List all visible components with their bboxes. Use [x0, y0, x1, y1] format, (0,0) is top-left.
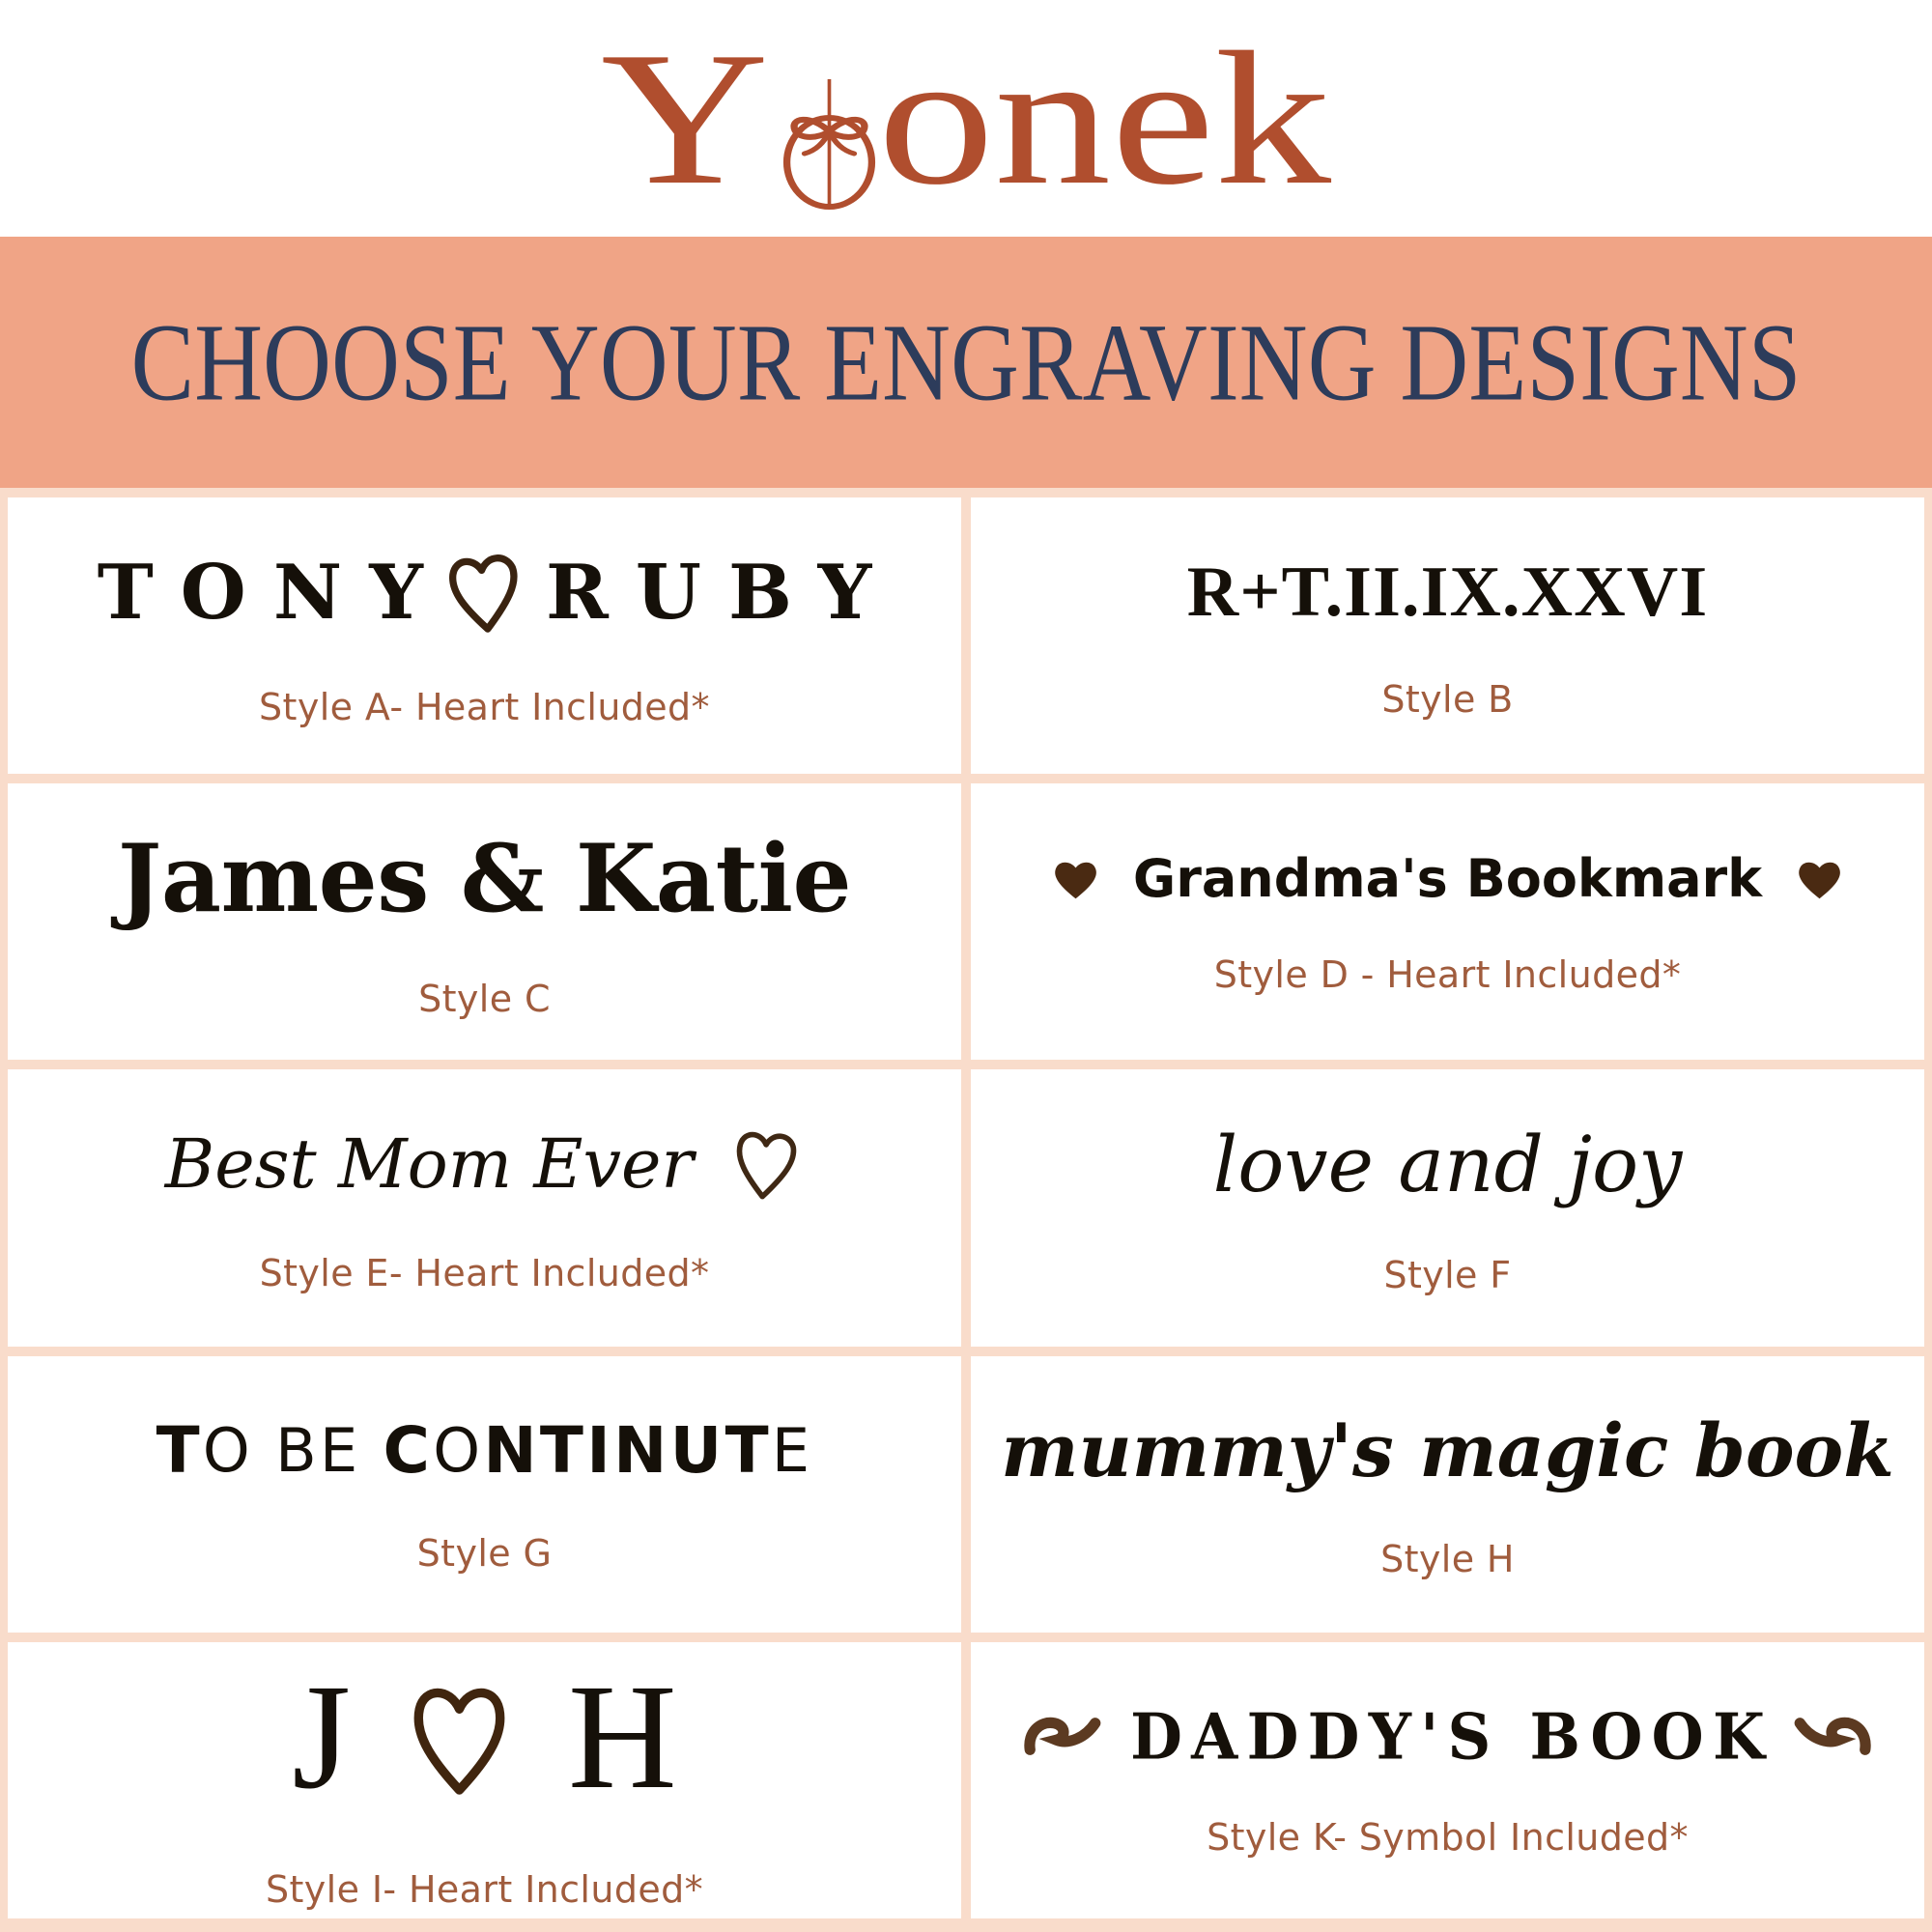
- style-e-sample: [165, 1121, 805, 1208]
- swirl-symbol-icon: [1794, 1710, 1871, 1763]
- heart-filled-icon: [1791, 853, 1848, 903]
- style-f-sample: love and joy: [1212, 1119, 1683, 1209]
- style-c-label: Style C: [418, 977, 551, 1020]
- style-a-left-name: TONY: [97, 548, 450, 637]
- style-i-left-initial: J: [292, 1652, 352, 1820]
- style-d-label: Style D - Heart Included*: [1213, 952, 1682, 996]
- cell-style-k: [971, 1642, 1924, 1918]
- heart-outline-icon: [723, 1118, 808, 1211]
- style-a-label: Style A- Heart Included*: [259, 686, 710, 729]
- style-k-label: Style K- Symbol Included*: [1207, 1816, 1689, 1860]
- style-d-text: Grandma's Bookmark: [1132, 847, 1763, 909]
- logo-letter-y: Y: [600, 12, 770, 224]
- heart-outline-icon: [437, 539, 533, 645]
- style-i-sample: [292, 1650, 676, 1824]
- heart-outline-icon: [399, 1669, 520, 1804]
- logo-letters-onek: onek: [877, 12, 1332, 224]
- style-d-sample: [1047, 848, 1848, 909]
- style-b-sample: R+T.II.IX.XXVI: [1186, 552, 1709, 632]
- style-e-label: Style E- Heart Included*: [259, 1252, 710, 1295]
- style-a-right-name: RUBY: [545, 548, 899, 637]
- cell-style-h: [971, 1356, 1924, 1633]
- style-a-sample: [97, 543, 899, 641]
- style-g-sample: T O B E C O N T I N U T E: [156, 1413, 813, 1489]
- heart-filled-icon: [1047, 853, 1104, 903]
- style-h-label: Style H: [1380, 1538, 1515, 1581]
- banner: [0, 237, 1932, 488]
- style-k-sample: [1024, 1699, 1871, 1775]
- style-f-label: Style F: [1383, 1253, 1512, 1296]
- cell-style-c: [8, 783, 961, 1060]
- brand-logo: [600, 12, 1332, 224]
- style-h-sample: mummy's magic book: [1001, 1407, 1894, 1494]
- style-g-label: Style G: [416, 1532, 553, 1576]
- cell-style-d: [971, 783, 1924, 1060]
- cell-style-f: [971, 1069, 1924, 1346]
- style-b-label: Style B: [1381, 677, 1514, 721]
- cell-style-e: [8, 1069, 961, 1346]
- cell-style-b: [971, 497, 1924, 774]
- banner-title: CHOOSE YOUR ENGRAVING DESIGNS: [130, 300, 1802, 424]
- swirl-symbol-icon: [1024, 1710, 1101, 1763]
- gift-bow-o-icon: [769, 70, 889, 211]
- cell-style-i: [8, 1642, 961, 1918]
- header: [0, 0, 1932, 237]
- style-i-label: Style I- Heart Included*: [266, 1867, 703, 1911]
- style-c-sample: James & Katie: [117, 823, 852, 933]
- engraving-styles-grid: [0, 488, 1932, 1932]
- style-k-text: DADDY'S BOOK: [1130, 1699, 1775, 1775]
- style-i-right-initial: H: [568, 1652, 677, 1820]
- cell-style-a: [8, 497, 961, 774]
- style-e-text: Best Mom Ever: [164, 1124, 694, 1205]
- cell-style-g: [8, 1356, 961, 1633]
